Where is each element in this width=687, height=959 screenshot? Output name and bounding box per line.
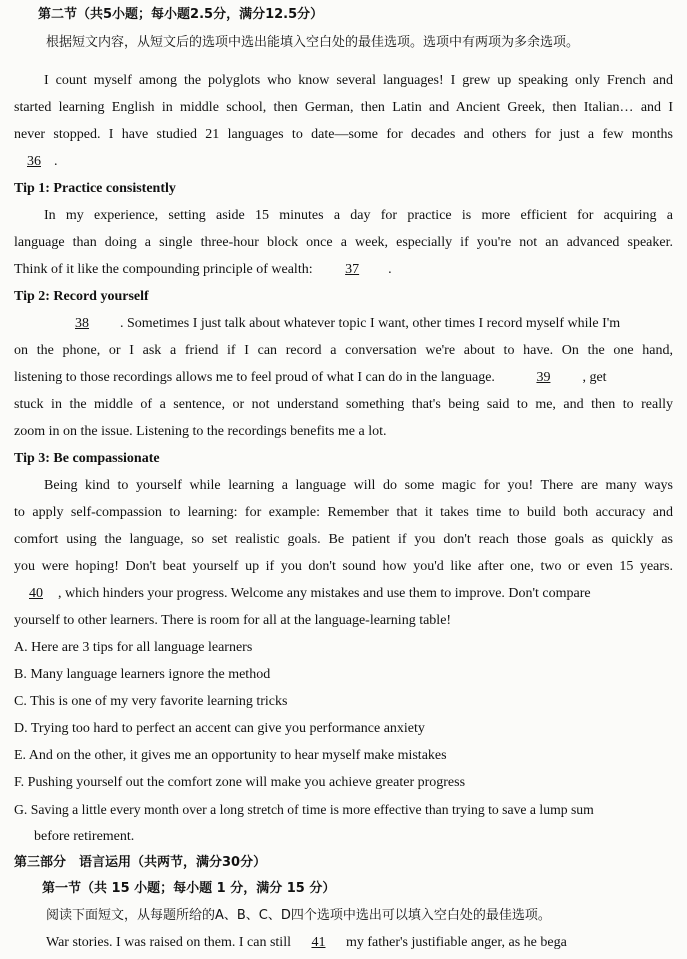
tip2-line-2: on the phone, or I ask a friend if I can record a conversation we're about to have. On the one hand, (14, 343, 673, 358)
tip2-line-5: zoom in on the issue. Listening to the recordings benefits me a lot. (14, 424, 387, 439)
blank-37: 37 (345, 262, 360, 277)
intro-line-1: I count myself among the polyglots who know several languages! I grew up speaking only French and (44, 73, 673, 88)
tip1-line-3-text: Think of it like the compounding principle of wealth: (14, 262, 313, 277)
blank-38: 38 (75, 316, 89, 331)
passage-text-after: my father's justifiable anger, as he bega (345, 935, 567, 950)
option-g-continued: before retirement. (34, 829, 135, 844)
part3-passage-line-1 (46, 934, 673, 952)
tip1-title: Tip 1: Practice consistently (14, 181, 176, 196)
option-a: A. Here are 3 tips for all language learners (14, 640, 253, 655)
part3-subheading: 第一节（共 15 小题；每小题 1 分，满分 15 分） (42, 881, 336, 896)
option-c: C. This is one of my very favorite learning tricks (14, 694, 288, 709)
tip3-line-4: you were hoping! Don't beat yourself up if you don't sound how you'd like after one, two or even 15 years. (14, 559, 673, 574)
tip2-line-1 (44, 315, 673, 333)
period-37: . (388, 262, 392, 277)
option-f: F. Pushing yourself out the comfort zone will make you achieve greater progress (14, 775, 466, 790)
option-e: E. And on the other, it gives me an opportunity to hear myself make mistakes (14, 748, 447, 763)
intro-line-3: never stopped. I have studied 21 languages to date—some for decades and others for just a few months (14, 127, 673, 142)
tip1-line-2: language than doing a single three-hour block once a week, especially if you're not an advanced speaker. (14, 235, 673, 250)
blank-39: 39 (536, 370, 551, 385)
blank-41: 41 (311, 935, 326, 950)
period-36: . (54, 154, 58, 169)
tip1-line-3 (14, 261, 673, 279)
tip3-line-1: Being kind to yourself while learning a language will do some magic for you! There are many ways (44, 478, 673, 493)
intro-line-2: started learning English in middle school, then German, then Latin and Ancient Greek, then Italian… and I (14, 100, 673, 115)
option-d: D. Trying too hard to perfect an accent can give you performance anxiety (14, 721, 425, 736)
tip3-line-6: yourself to other learners. There is room for all at the language-learning table! (14, 613, 452, 628)
tip3-line-3: comfort using the language, so set realistic goals. Be patient if you don't reach those goals as quickly as (14, 532, 673, 547)
tip3-line-2: to apply self-compassion to learning: for example: Remember that it takes time to build both accuracy and (14, 505, 673, 520)
section2-heading: 第二节（共5小题；每小题2.5分，满分12.5分） (38, 7, 324, 22)
part3-heading: 第三部分 语言运用（共两节，满分30分） (14, 855, 267, 870)
tip3-title: Tip 3: Be compassionate (14, 451, 160, 466)
tip3-line-5-text: , which hinders your progress. Welcome any mistakes and use them to improve. Don't compare (58, 586, 591, 601)
blank-36: 36 (27, 154, 41, 169)
blank-40: 40 (29, 586, 43, 601)
tip3-line-5 (14, 585, 673, 603)
section2-instruction: 根据短文内容，从短文后的选项中选出能填入空白处的最佳选项。选项中有两项为多余选项。 (46, 35, 580, 50)
tip2-line-1-text: . Sometimes I just talk about whatever topic I want, other times I record myself while I'm (120, 316, 621, 331)
tip2-line-4: stuck in the middle of a sentence, or not understand something that's being said to me, and then to really (14, 397, 673, 412)
option-b: B. Many language learners ignore the method (14, 667, 271, 682)
tip2-line-3-end: , get (582, 370, 607, 385)
passage-text-before: War stories. I was raised on them. I can still (46, 935, 291, 950)
blank-36-line (14, 153, 673, 171)
tip2-line-3-text: listening to those recordings allows me to feel proud of what I can do in the language. (14, 370, 495, 385)
tip1-line-1: In my experience, setting aside 15 minutes a day for practice is more efficient for acquiring a (44, 208, 673, 223)
option-g: G. Saving a little every month over a long stretch of time is more effective than trying to save a lump sum (14, 802, 594, 817)
tip2-title: Tip 2: Record yourself (14, 289, 149, 304)
tip2-line-3 (14, 369, 673, 387)
part3-instruction: 阅读下面短文，从每题所给的A、B、C、D四个选项中选出可以填入空白处的最佳选项。 (46, 908, 551, 923)
